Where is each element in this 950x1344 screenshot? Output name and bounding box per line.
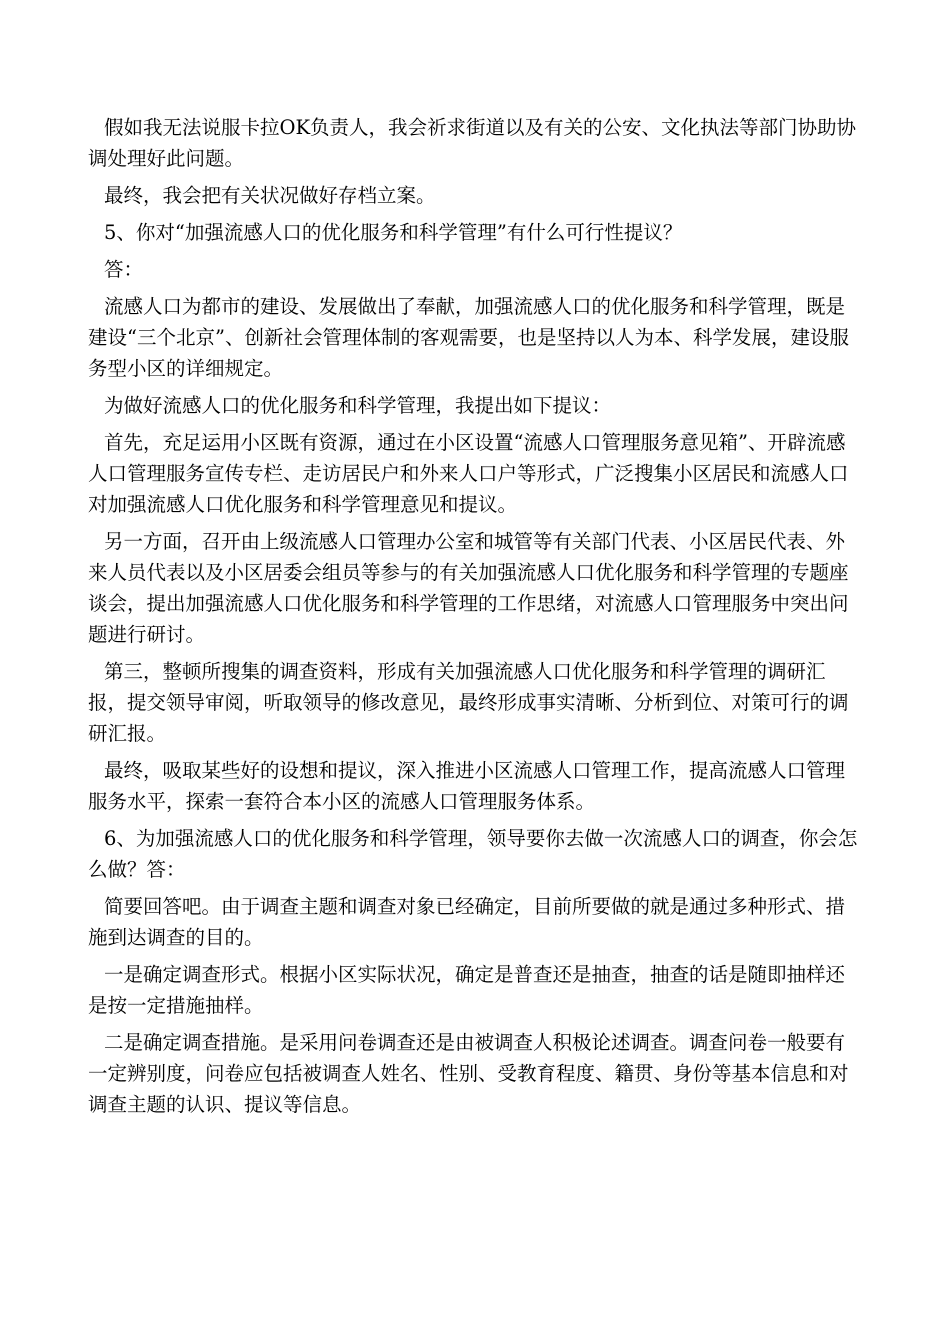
paragraph: 最终，我会把有关状况做好存档立案。 (104, 184, 436, 207)
paragraph: 一是确定调查形式。根据小区实际状况，确定是普查还是抽查，抽查的话是随即抽样还是按一定措施抽样。 (88, 963, 846, 1017)
paragraph: 首先，充足运用小区既有资源，通过在小区设置“流感人口管理服务意见箱”、开辟流感人口管理服务宣传专栏、走访居民户和外来人口户等形式，广泛搜集小区居民和流感人口对加强流感人口优化服务和科学管理意见和提议。 (88, 431, 849, 516)
answer-label: 答： (104, 258, 144, 281)
paragraph: 第三，整顿所搜集的调查资料，形成有关加强流感人口优化服务和科学管理的调研汇报，提交领导审阅，听取领导的修改意见，最终形成事实清晰、分析到位、对策可行的调研汇报。 (88, 660, 849, 745)
paragraph: 流感人口为都市的建设、发展做出了奉献，加强流感人口的优化服务和科学管理，既是建设“三个北京”、创新社会管理体制的客观需要，也是坚持以人为本、科学发展，建设服务型小区的详细规定。 (88, 295, 849, 380)
question-heading: 5、你对“加强流感人口的优化服务和科学管理”有什么可行性提议？ (104, 221, 683, 244)
document-body (88, 112, 862, 1126)
paragraph: 最终，吸取某些好的设想和提议，深入推进小区流感人口管理工作，提高流感人口管理服务水平，探索一套符合本小区的流感人口管理服务体系。 (88, 759, 846, 813)
paragraph: 假如我无法说服卡拉OK负责人，我会祈求街道以及有关的公安、文化执法等部门协助协调处理好此问题。 (88, 116, 857, 170)
paragraph: 简要回答吧。由于调查主题和调查对象已经确定，目前所要做的就是通过多种形式、措施到达调查的目的。 (88, 895, 846, 949)
paragraph: 二是确定调查措施。是采用问卷调查还是由被调查人积极论述调查。调查问卷一般要有一定辨别度，问卷应包括被调查人姓名、性别、受教育程度、籍贯、身份等基本信息和对调查主题的认识、提议等信息。 (88, 1031, 849, 1116)
paragraph: 为做好流感人口的优化服务和科学管理，我提出如下提议： (104, 394, 612, 417)
paragraph: 另一方面，召开由上级流感人口管理办公室和城管等有关部门代表、小区居民代表、外来人员代表以及小区居委会组员等参与的有关加强流感人口优化服务和科学管理的专题座谈会，提出加强流感人口优化服务和科学管理的工作思绪，对流感人口管理服务中突出问题进行研讨。 (88, 530, 849, 646)
question-heading: 6、为加强流感人口的优化服务和科学管理，领导要你去做一次流感人口的调查，你会怎么做？答： (88, 827, 858, 881)
